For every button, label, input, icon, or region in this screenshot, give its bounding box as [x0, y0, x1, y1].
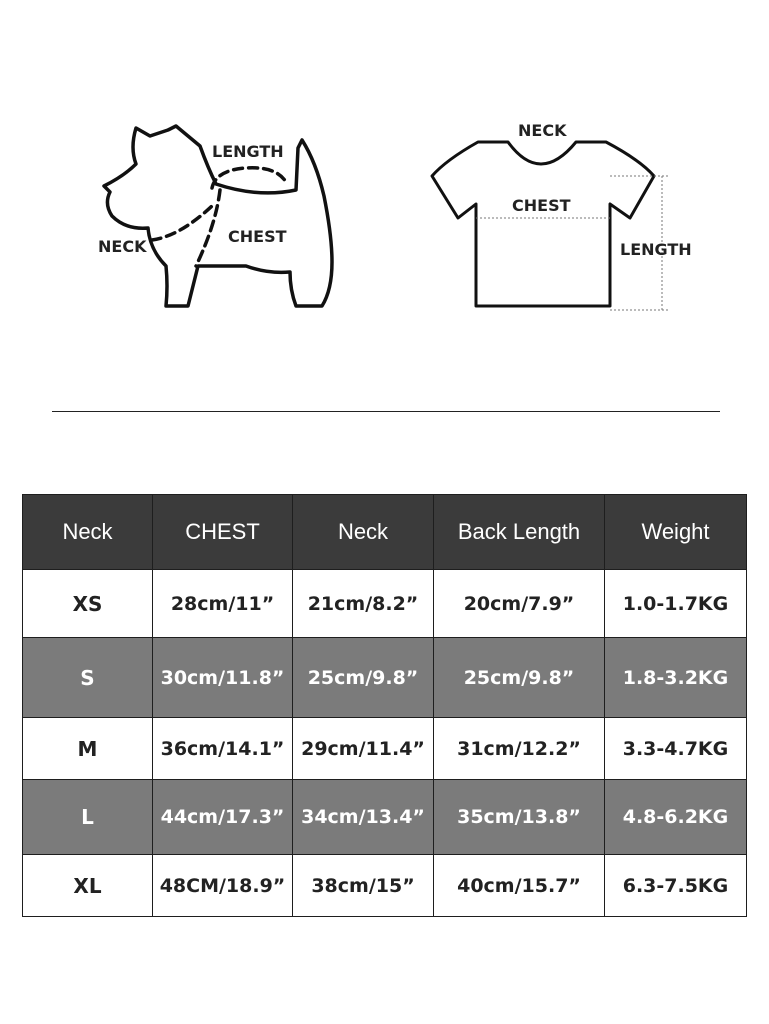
neck-cell: 21cm/8.2” — [293, 570, 434, 638]
header-size: Neck — [23, 495, 153, 570]
chest-cell: 30cm/11.8” — [153, 638, 293, 718]
section-divider — [52, 411, 720, 412]
header-weight: Weight — [605, 495, 747, 570]
table-row — [23, 570, 747, 638]
back-length-cell: 20cm/7.9” — [434, 570, 605, 638]
size-chart-table — [22, 494, 747, 917]
neck-cell: 34cm/13.4” — [293, 780, 434, 855]
header-back-length: Back Length — [434, 495, 605, 570]
table-row — [23, 718, 747, 780]
dog-length-label: LENGTH — [212, 142, 284, 161]
measurement-diagram — [0, 0, 769, 400]
neck-cell: 38cm/15” — [293, 855, 434, 917]
dog-neck-dashes — [152, 206, 212, 240]
header-chest: CHEST — [153, 495, 293, 570]
size-cell: XL — [23, 855, 153, 917]
neck-cell: 25cm/9.8” — [293, 638, 434, 718]
chest-cell: 48CM/18.9” — [153, 855, 293, 917]
neck-cell: 29cm/11.4” — [293, 718, 434, 780]
dog-neck-label: NECK — [98, 237, 147, 256]
size-cell: L — [23, 780, 153, 855]
shirt-chest-label: CHEST — [512, 196, 571, 215]
dog-chest-label: CHEST — [228, 227, 287, 246]
size-cell: XS — [23, 570, 153, 638]
shirt-length-label: LENGTH — [620, 240, 692, 259]
table-header-row — [23, 495, 747, 570]
weight-cell: 1.0-1.7KG — [605, 570, 747, 638]
back-length-cell: 25cm/9.8” — [434, 638, 605, 718]
size-cell: M — [23, 718, 153, 780]
size-cell: S — [23, 638, 153, 718]
back-length-cell: 40cm/15.7” — [434, 855, 605, 917]
chest-cell: 28cm/11” — [153, 570, 293, 638]
shirt-outline — [432, 142, 654, 306]
dog-chest-dashes — [196, 190, 220, 266]
chest-cell: 44cm/17.3” — [153, 780, 293, 855]
shirt-neck-label: NECK — [518, 121, 567, 140]
back-length-cell: 31cm/12.2” — [434, 718, 605, 780]
table-row — [23, 780, 747, 855]
weight-cell: 4.8-6.2KG — [605, 780, 747, 855]
header-neck: Neck — [293, 495, 434, 570]
table-row — [23, 855, 747, 917]
table-row — [23, 638, 747, 718]
shirt-illustration — [432, 142, 668, 310]
weight-cell: 3.3-4.7KG — [605, 718, 747, 780]
weight-cell: 6.3-7.5KG — [605, 855, 747, 917]
back-length-cell: 35cm/13.8” — [434, 780, 605, 855]
weight-cell: 1.8-3.2KG — [605, 638, 747, 718]
chest-cell: 36cm/14.1” — [153, 718, 293, 780]
